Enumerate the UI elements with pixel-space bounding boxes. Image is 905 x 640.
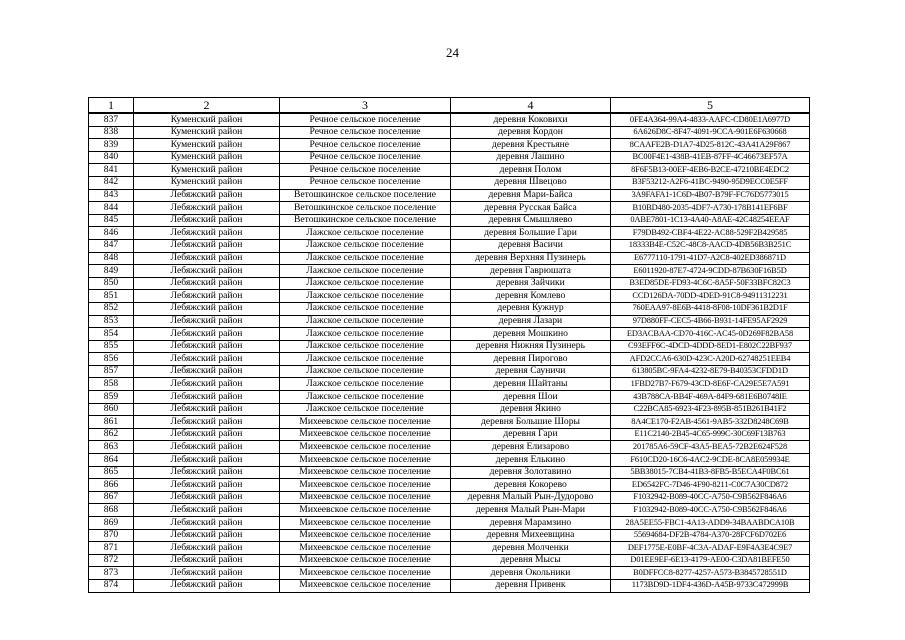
row-number: 838	[89, 126, 134, 139]
guid-code: ED3ACBAA-CD70-416C-AC45-0D269F82BA58	[611, 328, 810, 341]
row-number: 848	[89, 252, 134, 265]
village-name: деревня Крестьяне	[451, 139, 611, 152]
row-number: 845	[89, 214, 134, 227]
district-name: Лебяжский район	[134, 265, 280, 278]
settlement-name: Лажское сельское поселение	[280, 290, 451, 303]
village-name: деревня Большие Гари	[451, 227, 611, 240]
village-name: деревня Васичи	[451, 239, 611, 252]
row-number: 837	[89, 113, 134, 126]
table-row	[89, 189, 810, 202]
settlement-name: Михеевское сельское поселение	[280, 517, 451, 530]
settlement-name: Речное сельское поселение	[280, 139, 451, 152]
table-row	[89, 126, 810, 139]
table-row	[89, 340, 810, 353]
column-header: 4	[451, 98, 611, 114]
row-number: 872	[89, 554, 134, 567]
settlement-name: Лажское сельское поселение	[280, 340, 451, 353]
table-row	[89, 302, 810, 315]
settlement-name: Михеевское сельское поселение	[280, 466, 451, 479]
district-name: Куменский район	[134, 164, 280, 177]
row-number: 850	[89, 277, 134, 290]
district-name: Лебяжский район	[134, 428, 280, 441]
table-row	[89, 290, 810, 303]
guid-code: ED6542FC-7D46-4F90-8211-C0C7A30CD872	[611, 479, 810, 492]
guid-code: 8F6F5B13-00EF-4EB6-B2CE-47210BE4EDC2	[611, 164, 810, 177]
row-number: 863	[89, 441, 134, 454]
village-name: деревня Шайтаны	[451, 378, 611, 391]
settlement-name: Михеевское сельское поселение	[280, 454, 451, 467]
village-name: деревня Пирогово	[451, 353, 611, 366]
settlement-name: Лажское сельское поселение	[280, 265, 451, 278]
settlement-name: Михеевское сельское поселение	[280, 491, 451, 504]
table-row	[89, 378, 810, 391]
village-name: деревня Кокорево	[451, 479, 611, 492]
settlement-name: Михеевское сельское поселение	[280, 554, 451, 567]
village-name: деревня Полом	[451, 164, 611, 177]
settlement-name: Речное сельское поселение	[280, 113, 451, 126]
district-name: Лебяжский район	[134, 315, 280, 328]
village-name: деревня Комлево	[451, 290, 611, 303]
settlement-register-table	[88, 97, 810, 593]
row-number: 844	[89, 202, 134, 215]
district-name: Лебяжский район	[134, 340, 280, 353]
district-name: Лебяжский район	[134, 554, 280, 567]
guid-code: 3A9FAFA1-1C6D-4B07-B79F-FC76D5773015	[611, 189, 810, 202]
guid-code: 613805BC-9FA4-4232-8E79-B40353CFDD1D	[611, 365, 810, 378]
settlement-name: Лажское сельское поселение	[280, 277, 451, 290]
guid-code: CCD126DA-70DD-4DED-91C8-94911312231	[611, 290, 810, 303]
settlement-name: Лажское сельское поселение	[280, 239, 451, 252]
row-number: 870	[89, 529, 134, 542]
row-number: 851	[89, 290, 134, 303]
table-row	[89, 491, 810, 504]
settlement-name: Михеевское сельское поселение	[280, 428, 451, 441]
guid-code: 18333B4E-C52C-48C8-AACD-4DB56B3B251C	[611, 239, 810, 252]
village-name: деревня Мошкино	[451, 328, 611, 341]
table-row	[89, 579, 810, 592]
table-row	[89, 529, 810, 542]
row-number: 843	[89, 189, 134, 202]
guid-code: B10BD480-2035-4DF7-A730-178B141EF6BF	[611, 202, 810, 215]
row-number: 866	[89, 479, 134, 492]
settlement-name: Речное сельское поселение	[280, 176, 451, 189]
settlement-name: Ветошкинское сельское поселение	[280, 214, 451, 227]
guid-code: B3ED85DE-FD93-4C6C-8A5F-50F33BFC82C3	[611, 277, 810, 290]
village-name: деревня Малый Рын-Мари	[451, 504, 611, 517]
settlement-name: Михеевское сельское поселение	[280, 416, 451, 429]
table-row	[89, 466, 810, 479]
district-name: Лебяжский район	[134, 466, 280, 479]
village-name: деревня Елькино	[451, 454, 611, 467]
district-name: Лебяжский район	[134, 542, 280, 555]
table-row	[89, 265, 810, 278]
row-number: 864	[89, 454, 134, 467]
row-number: 841	[89, 164, 134, 177]
table-header-row	[89, 98, 810, 114]
village-name: деревня Зайчики	[451, 277, 611, 290]
district-name: Лебяжский район	[134, 365, 280, 378]
table-row	[89, 151, 810, 164]
district-name: Лебяжский район	[134, 252, 280, 265]
village-name: деревня Верхняя Пузинерь	[451, 252, 611, 265]
district-name: Куменский район	[134, 126, 280, 139]
row-number: 862	[89, 428, 134, 441]
table-row	[89, 315, 810, 328]
guid-code: 28A5EE55-FBC1-4A13-ADD9-34BAABDCA10B	[611, 517, 810, 530]
table-row	[89, 252, 810, 265]
table-row	[89, 214, 810, 227]
district-name: Лебяжский район	[134, 441, 280, 454]
guid-code: B3F53212-A2F6-41BC-9490-95D9ECC0E5FF	[611, 176, 810, 189]
village-name: деревня Кордон	[451, 126, 611, 139]
guid-code: E6777110-1791-41D7-A2C8-402ED386871D	[611, 252, 810, 265]
village-name: деревня Мари-Байса	[451, 189, 611, 202]
village-name: деревня Елизарово	[451, 441, 611, 454]
settlement-name: Речное сельское поселение	[280, 164, 451, 177]
row-number: 839	[89, 139, 134, 152]
village-name: деревня Нижняя Пузинерь	[451, 340, 611, 353]
settlement-name: Лажское сельское поселение	[280, 365, 451, 378]
settlement-name: Лажское сельское поселение	[280, 328, 451, 341]
guid-code: E11C2140-2B45-4C65-999C-30C69F13B763	[611, 428, 810, 441]
table-row	[89, 176, 810, 189]
village-name: деревня Привенк	[451, 579, 611, 592]
settlement-name: Ветошкинское сельское поселение	[280, 202, 451, 215]
guid-code: F1032942-B089-40CC-A750-C9B562F846A6	[611, 491, 810, 504]
table-row	[89, 365, 810, 378]
guid-code: F1032942-B089-40CC-A750-C9B562F846A6	[611, 504, 810, 517]
settlement-name: Михеевское сельское поселение	[280, 504, 451, 517]
district-name: Лебяжский район	[134, 277, 280, 290]
row-number: 874	[89, 579, 134, 592]
row-number: 861	[89, 416, 134, 429]
settlement-name: Лажское сельское поселение	[280, 403, 451, 416]
guid-code: 6A626D8C-8F47-4091-9CCA-901E6F630668	[611, 126, 810, 139]
village-name: деревня Лазари	[451, 315, 611, 328]
guid-code: 8CAAFE2B-D1A7-4D25-812C-43A41A29F867	[611, 139, 810, 152]
district-name: Лебяжский район	[134, 504, 280, 517]
settlement-name: Лажское сельское поселение	[280, 302, 451, 315]
village-name: деревня Большие Шоры	[451, 416, 611, 429]
row-number: 852	[89, 302, 134, 315]
guid-code: 43B788CA-BB4F-469A-84F9-681E6B0748IE	[611, 391, 810, 404]
village-name: деревня Сауничи	[451, 365, 611, 378]
district-name: Лебяжский район	[134, 378, 280, 391]
guid-code: 760EAA97-8E6B-4418-8F08-10DF361B2D1F	[611, 302, 810, 315]
guid-code: 8A4CE170-F2AB-4561-9AB5-332D8248C69B	[611, 416, 810, 429]
row-number: 859	[89, 391, 134, 404]
table-row	[89, 567, 810, 580]
district-name: Лебяжский район	[134, 517, 280, 530]
district-name: Куменский район	[134, 151, 280, 164]
row-number: 858	[89, 378, 134, 391]
district-name: Лебяжский район	[134, 416, 280, 429]
district-name: Куменский район	[134, 176, 280, 189]
table-row	[89, 504, 810, 517]
guid-code: 201785A6-59CF-43A5-BEA5-72B2E624F528	[611, 441, 810, 454]
guid-code: 0FE4A364-99A4-4833-AAFC-CD80E1A6977D	[611, 113, 810, 126]
guid-code: D01EE9EF-6E13-4179-AE00-C3DA81BEFE50	[611, 554, 810, 567]
guid-code: 1173BD9D-1DF4-436D-A45B-9733C472999B	[611, 579, 810, 592]
table-body	[89, 113, 810, 592]
guid-code: 0ABE7801-1C13-4A40-A8AE-42C48254EEAF	[611, 214, 810, 227]
village-name: деревня Шои	[451, 391, 611, 404]
guid-code: F79DB492-CBF4-4E22-AC88-529F2B429585	[611, 227, 810, 240]
table-row	[89, 139, 810, 152]
row-number: 846	[89, 227, 134, 240]
district-name: Лебяжский район	[134, 189, 280, 202]
district-name: Лебяжский район	[134, 202, 280, 215]
page-number: 24	[446, 45, 459, 60]
row-number: 840	[89, 151, 134, 164]
column-header: 1	[89, 98, 134, 114]
district-name: Лебяжский район	[134, 567, 280, 580]
guid-code: BC00F4E1-438B-41EB-87FF-4C46673EF57A	[611, 151, 810, 164]
row-number: 854	[89, 328, 134, 341]
district-name: Лебяжский район	[134, 529, 280, 542]
guid-code: 5BB38015-7CB4-41B3-8FB5-B5ECA4F0BC61	[611, 466, 810, 479]
row-number: 842	[89, 176, 134, 189]
district-name: Лебяжский район	[134, 302, 280, 315]
guid-code: 55694684-DF2B-4784-A370-28FCF6D702E6	[611, 529, 810, 542]
row-number: 853	[89, 315, 134, 328]
table-row	[89, 428, 810, 441]
settlement-name: Лажское сельское поселение	[280, 391, 451, 404]
settlement-name: Ветошкинское сельское поселение	[280, 189, 451, 202]
village-name: деревня Гари	[451, 428, 611, 441]
table-row	[89, 239, 810, 252]
table-row	[89, 164, 810, 177]
settlement-name: Михеевское сельское поселение	[280, 567, 451, 580]
guid-code: DEF1775E-E0BF-4C3A-ADAF-E9F4A3E4C9E7	[611, 542, 810, 555]
settlement-name: Лажское сельское поселение	[280, 378, 451, 391]
village-name: деревня Марамзино	[451, 517, 611, 530]
table-row	[89, 416, 810, 429]
table-row	[89, 403, 810, 416]
district-name: Куменский район	[134, 113, 280, 126]
table-row	[89, 542, 810, 555]
village-name: деревня Швецово	[451, 176, 611, 189]
district-name: Куменский район	[134, 139, 280, 152]
table-row	[89, 353, 810, 366]
settlement-name: Михеевское сельское поселение	[280, 542, 451, 555]
guid-code: F610CD20-16C6-4AC2-9CDE-8CA8E059934E	[611, 454, 810, 467]
district-name: Лебяжский район	[134, 353, 280, 366]
guid-code: C22BCA85-6923-4F23-895B-851B261B41F2	[611, 403, 810, 416]
table-row	[89, 227, 810, 240]
district-name: Лебяжский район	[134, 454, 280, 467]
row-number: 847	[89, 239, 134, 252]
village-name: деревня Молченки	[451, 542, 611, 555]
row-number: 869	[89, 517, 134, 530]
district-name: Лебяжский район	[134, 491, 280, 504]
column-header: 2	[134, 98, 280, 114]
table-row	[89, 454, 810, 467]
row-number: 867	[89, 491, 134, 504]
settlement-name: Лажское сельское поселение	[280, 315, 451, 328]
settlement-name: Михеевское сельское поселение	[280, 479, 451, 492]
settlement-name: Лажское сельское поселение	[280, 227, 451, 240]
settlement-name: Михеевское сельское поселение	[280, 579, 451, 592]
district-name: Лебяжский район	[134, 239, 280, 252]
guid-code: B0DFFCC8-8277-4257-A573-B3845728551D	[611, 567, 810, 580]
village-name: деревня Мысы	[451, 554, 611, 567]
guid-code: C93EFF6C-4DCD-4DDD-8ED1-E802C22BF937	[611, 340, 810, 353]
village-name: деревня Малый Рын-Дудорово	[451, 491, 611, 504]
row-number: 873	[89, 567, 134, 580]
district-name: Лебяжский район	[134, 328, 280, 341]
village-name: деревня Михеевщина	[451, 529, 611, 542]
village-name: деревня Лашино	[451, 151, 611, 164]
village-name: деревня Гаврюшата	[451, 265, 611, 278]
guid-code: 1FBD27B7-F679-43CD-8E6F-CA29E5E7A591	[611, 378, 810, 391]
guid-code: 97D880FF-CEC5-4B66-B931-14FE95AF2929	[611, 315, 810, 328]
district-name: Лебяжский район	[134, 290, 280, 303]
district-name: Лебяжский район	[134, 403, 280, 416]
settlement-name: Михеевское сельское поселение	[280, 441, 451, 454]
village-name: деревня Окольники	[451, 567, 611, 580]
district-name: Лебяжский район	[134, 391, 280, 404]
settlement-name: Речное сельское поселение	[280, 151, 451, 164]
row-number: 865	[89, 466, 134, 479]
table-row	[89, 517, 810, 530]
district-name: Лебяжский район	[134, 479, 280, 492]
row-number: 871	[89, 542, 134, 555]
table-row	[89, 277, 810, 290]
row-number: 856	[89, 353, 134, 366]
village-name: деревня Смышляево	[451, 214, 611, 227]
column-header: 3	[280, 98, 451, 114]
district-name: Лебяжский район	[134, 214, 280, 227]
guid-code: AFD2CCA6-630D-423C-A20D-62748251EEB4	[611, 353, 810, 366]
row-number: 860	[89, 403, 134, 416]
settlement-name: Лажское сельское поселение	[280, 252, 451, 265]
table-row	[89, 113, 810, 126]
village-name: деревня Русская Байса	[451, 202, 611, 215]
table-row	[89, 328, 810, 341]
table-row	[89, 202, 810, 215]
column-header: 5	[611, 98, 810, 114]
row-number: 849	[89, 265, 134, 278]
row-number: 868	[89, 504, 134, 517]
table-row	[89, 554, 810, 567]
village-name: деревня Кужнур	[451, 302, 611, 315]
village-name: деревня Якино	[451, 403, 611, 416]
row-number: 857	[89, 365, 134, 378]
row-number: 855	[89, 340, 134, 353]
table-row	[89, 479, 810, 492]
district-name: Лебяжский район	[134, 579, 280, 592]
settlement-name: Речное сельское поселение	[280, 126, 451, 139]
settlement-name: Михеевское сельское поселение	[280, 529, 451, 542]
district-name: Лебяжский район	[134, 227, 280, 240]
guid-code: E6011920-87E7-4724-9CDD-87B630F16B5D	[611, 265, 810, 278]
settlement-name: Лажское сельское поселение	[280, 353, 451, 366]
table-row	[89, 441, 810, 454]
village-name: деревня Коковихи	[451, 113, 611, 126]
village-name: деревня Золотавино	[451, 466, 611, 479]
table-row	[89, 391, 810, 404]
